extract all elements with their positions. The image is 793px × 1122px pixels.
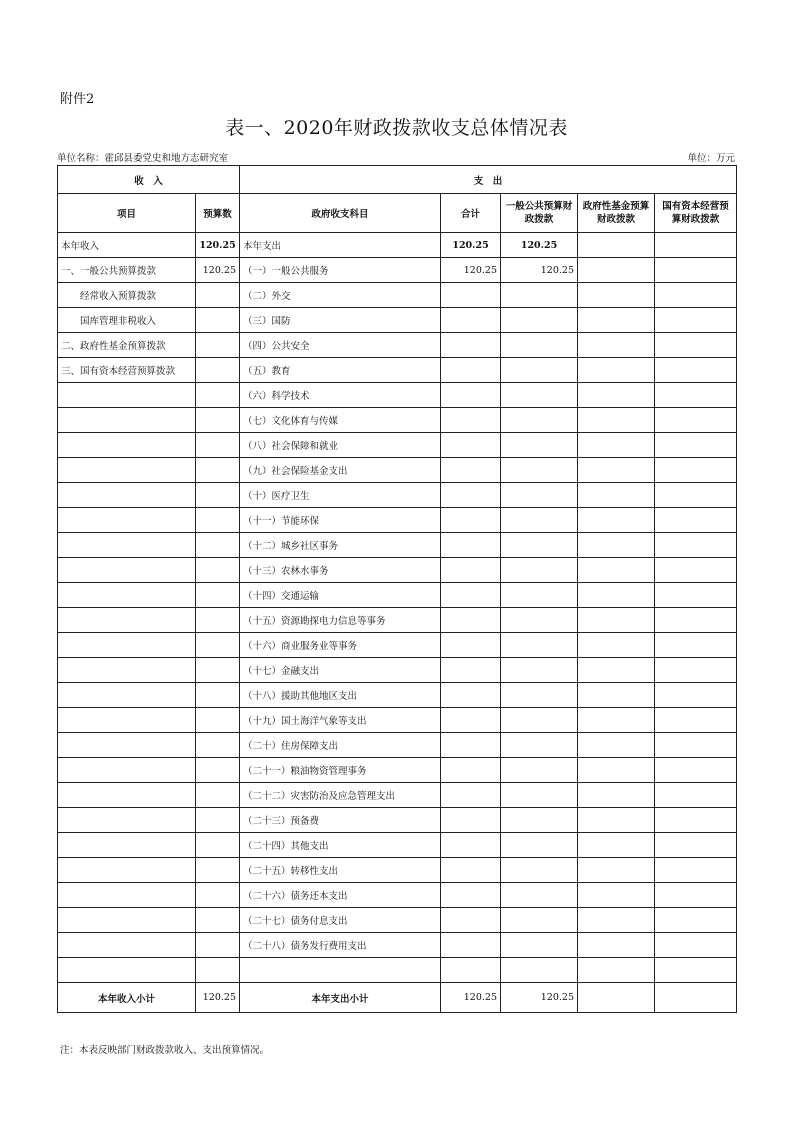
subject-cell: （二十四）其他支出 <box>240 833 441 858</box>
subject-cell: （十八）援助其他地区支出 <box>240 683 441 708</box>
state-cell <box>655 358 737 383</box>
item-cell <box>58 633 196 658</box>
col-header-budget: 预算数 <box>196 194 240 233</box>
budget-cell <box>196 808 240 833</box>
table-row <box>58 308 737 333</box>
fund-cell <box>578 833 655 858</box>
col-header-subject: 政府收支科目 <box>240 194 441 233</box>
subject-cell <box>240 958 441 983</box>
fund-cell <box>578 308 655 333</box>
expense-subtotal-fund <box>578 983 655 1013</box>
total-cell <box>441 633 501 658</box>
budget-cell <box>196 308 240 333</box>
total-cell <box>441 508 501 533</box>
subject-cell: （十六）商业服务业等事务 <box>240 633 441 658</box>
total-cell <box>441 708 501 733</box>
fund-cell <box>578 858 655 883</box>
subject-cell: （二十二）灾害防治及应急管理支出 <box>240 783 441 808</box>
col-header-item: 项目 <box>58 194 196 233</box>
header-row-columns <box>58 194 737 233</box>
state-cell <box>655 458 737 483</box>
subject-cell: （七）文化体育与传媒 <box>240 408 441 433</box>
budget-cell <box>196 858 240 883</box>
state-cell <box>655 608 737 633</box>
budget-cell <box>196 383 240 408</box>
unit-name: 单位名称：霍邱县委党史和地方志研究室 <box>57 153 229 164</box>
table-row <box>58 333 737 358</box>
fund-cell <box>578 258 655 283</box>
budget-cell <box>196 658 240 683</box>
budget-cell <box>196 408 240 433</box>
subject-cell: （二十八）债务发行费用支出 <box>240 933 441 958</box>
income-subtotal-label: 本年收入小计 <box>58 983 196 1013</box>
subject-cell: （十四）交通运输 <box>240 583 441 608</box>
budget-cell <box>196 733 240 758</box>
fund-cell <box>578 458 655 483</box>
expense-subtotal-total: 120.25 <box>441 983 501 1013</box>
budget-cell <box>196 933 240 958</box>
subject-cell: （三）国防 <box>240 308 441 333</box>
item-cell <box>58 433 196 458</box>
budget-cell <box>196 833 240 858</box>
table-row <box>58 958 737 983</box>
item-cell <box>58 458 196 483</box>
general-cell <box>501 708 578 733</box>
budget-cell <box>196 608 240 633</box>
budget-cell <box>196 358 240 383</box>
general-cell <box>501 433 578 458</box>
subject-cell: （十九）国土海洋气象等支出 <box>240 708 441 733</box>
fund-cell <box>578 608 655 633</box>
state-cell <box>655 758 737 783</box>
table-row <box>58 383 737 408</box>
item-cell <box>58 933 196 958</box>
state-cell <box>655 533 737 558</box>
fund-cell <box>578 358 655 383</box>
item-cell: 国库管理非税收入 <box>58 308 196 333</box>
state-cell <box>655 308 737 333</box>
budget-cell <box>196 958 240 983</box>
general-cell <box>501 608 578 633</box>
subject-cell: （二十六）债务还本支出 <box>240 883 441 908</box>
unit-info-row <box>57 150 735 164</box>
item-cell <box>58 608 196 633</box>
table-row <box>58 583 737 608</box>
fund-cell <box>578 558 655 583</box>
budget-cell <box>196 783 240 808</box>
income-header: 收 入 <box>58 166 240 194</box>
general-cell <box>501 658 578 683</box>
general-cell <box>501 733 578 758</box>
subject-cell: （十七）金融支出 <box>240 658 441 683</box>
budget-cell <box>196 908 240 933</box>
state-cell <box>655 633 737 658</box>
budget-cell <box>196 508 240 533</box>
total-cell <box>441 958 501 983</box>
state-cell <box>655 858 737 883</box>
general-cell <box>501 333 578 358</box>
header-row-top <box>58 166 737 194</box>
table-row <box>58 683 737 708</box>
state-cell <box>655 833 737 858</box>
fund-cell <box>578 383 655 408</box>
state-cell <box>655 808 737 833</box>
budget-cell <box>196 633 240 658</box>
state-cell <box>655 483 737 508</box>
general-cell <box>501 883 578 908</box>
budget-cell <box>196 758 240 783</box>
totals-row <box>58 983 737 1013</box>
state-cell <box>655 658 737 683</box>
table-row <box>58 758 737 783</box>
general-cell <box>501 858 578 883</box>
subject-cell: （九）社会保险基金支出 <box>240 458 441 483</box>
item-cell <box>58 408 196 433</box>
fund-cell <box>578 933 655 958</box>
general-cell <box>501 533 578 558</box>
item-cell <box>58 383 196 408</box>
col-header-state: 国有资本经营预算财政拨款 <box>655 194 737 233</box>
total-cell <box>441 308 501 333</box>
general-cell <box>501 758 578 783</box>
total-cell <box>441 608 501 633</box>
general-cell: 120.25 <box>501 233 578 258</box>
total-cell <box>441 683 501 708</box>
expense-subtotal-state <box>655 983 737 1013</box>
item-cell: 二、政府性基金预算拨款 <box>58 333 196 358</box>
general-cell <box>501 283 578 308</box>
col-header-total: 合计 <box>441 194 501 233</box>
budget-cell: 120.25 <box>196 233 240 258</box>
table-row <box>58 908 737 933</box>
subject-cell: （四）公共安全 <box>240 333 441 358</box>
subject-cell: （十二）城乡社区事务 <box>240 533 441 558</box>
table-row <box>58 433 737 458</box>
subject-cell: （二十）住房保障支出 <box>240 733 441 758</box>
state-cell <box>655 883 737 908</box>
fund-cell <box>578 283 655 308</box>
general-cell <box>501 358 578 383</box>
subject-cell: （二十五）转移性支出 <box>240 858 441 883</box>
budget-cell <box>196 683 240 708</box>
budget-cell <box>196 458 240 483</box>
subject-cell: （十一）节能环保 <box>240 508 441 533</box>
item-cell: 一、一般公共预算拨款 <box>58 258 196 283</box>
table-row <box>58 883 737 908</box>
col-header-fund: 政府性基金预算财政拨款 <box>578 194 655 233</box>
fund-cell <box>578 808 655 833</box>
table-row <box>58 258 737 283</box>
fund-cell <box>578 433 655 458</box>
fund-cell <box>578 533 655 558</box>
item-cell <box>58 658 196 683</box>
state-cell <box>655 958 737 983</box>
table-row <box>58 633 737 658</box>
item-cell <box>58 733 196 758</box>
general-cell <box>501 833 578 858</box>
item-cell <box>58 483 196 508</box>
attachment-label: 附件2 <box>60 92 95 107</box>
total-cell <box>441 358 501 383</box>
general-cell <box>501 308 578 333</box>
table-row <box>58 658 737 683</box>
state-cell <box>655 508 737 533</box>
table-row <box>58 808 737 833</box>
total-cell <box>441 833 501 858</box>
total-cell <box>441 883 501 908</box>
total-cell <box>441 558 501 583</box>
budget-cell <box>196 483 240 508</box>
total-cell <box>441 733 501 758</box>
state-cell <box>655 433 737 458</box>
table-row <box>58 733 737 758</box>
subject-cell: 本年支出 <box>240 233 441 258</box>
general-cell <box>501 483 578 508</box>
table-row <box>58 483 737 508</box>
table-row <box>58 508 737 533</box>
table-row <box>58 833 737 858</box>
general-cell <box>501 458 578 483</box>
item-cell <box>58 908 196 933</box>
total-cell <box>441 658 501 683</box>
state-cell <box>655 583 737 608</box>
fund-cell <box>578 658 655 683</box>
item-cell <box>58 583 196 608</box>
total-cell <box>441 458 501 483</box>
fund-cell <box>578 333 655 358</box>
subject-cell: （五）教育 <box>240 358 441 383</box>
fund-cell <box>578 783 655 808</box>
table-row <box>58 533 737 558</box>
table-row <box>58 283 737 308</box>
budget-cell <box>196 708 240 733</box>
item-cell: 本年收入 <box>58 233 196 258</box>
fund-cell <box>578 958 655 983</box>
item-cell: 经常收入预算拨款 <box>58 283 196 308</box>
subject-cell: （二）外交 <box>240 283 441 308</box>
table-row <box>58 458 737 483</box>
expense-header: 支 出 <box>240 166 737 194</box>
total-cell <box>441 908 501 933</box>
total-cell <box>441 433 501 458</box>
total-cell <box>441 758 501 783</box>
subject-cell: （八）社会保障和就业 <box>240 433 441 458</box>
subject-cell: （一）一般公共服务 <box>240 258 441 283</box>
expense-subtotal-label: 本年支出小计 <box>240 983 441 1013</box>
fund-cell <box>578 508 655 533</box>
total-cell <box>441 408 501 433</box>
state-cell <box>655 233 737 258</box>
table-row <box>58 933 737 958</box>
subject-cell: （十三）农林水事务 <box>240 558 441 583</box>
state-cell <box>655 283 737 308</box>
total-cell <box>441 283 501 308</box>
subject-cell: （二十七）债务付息支出 <box>240 908 441 933</box>
item-cell <box>58 808 196 833</box>
total-cell <box>441 483 501 508</box>
total-cell <box>441 783 501 808</box>
table-row <box>58 408 737 433</box>
subject-cell: （二十一）粮油物资管理事务 <box>240 758 441 783</box>
general-cell: 120.25 <box>501 258 578 283</box>
budget-cell <box>196 583 240 608</box>
item-cell <box>58 558 196 583</box>
item-cell <box>58 958 196 983</box>
state-cell <box>655 558 737 583</box>
fund-cell <box>578 708 655 733</box>
subject-cell: （十）医疗卫生 <box>240 483 441 508</box>
table-row <box>58 358 737 383</box>
table-row <box>58 233 737 258</box>
general-cell <box>501 683 578 708</box>
general-cell <box>501 408 578 433</box>
table-row <box>58 858 737 883</box>
budget-cell: 120.25 <box>196 258 240 283</box>
general-cell <box>501 783 578 808</box>
general-cell <box>501 933 578 958</box>
state-cell <box>655 383 737 408</box>
state-cell <box>655 258 737 283</box>
general-cell <box>501 558 578 583</box>
table-row <box>58 608 737 633</box>
income-subtotal-value: 120.25 <box>196 983 240 1013</box>
budget-cell <box>196 558 240 583</box>
expense-subtotal-general: 120.25 <box>501 983 578 1013</box>
item-cell: 三、国有资本经营预算拨款 <box>58 358 196 383</box>
fund-cell <box>578 408 655 433</box>
state-cell <box>655 333 737 358</box>
table-row <box>58 708 737 733</box>
general-cell <box>501 633 578 658</box>
fund-cell <box>578 733 655 758</box>
fund-cell <box>578 233 655 258</box>
footnote: 注：本表反映部门财政拨款收入、支出预算情况。 <box>60 1045 270 1056</box>
total-cell <box>441 808 501 833</box>
fund-cell <box>578 908 655 933</box>
general-cell <box>501 808 578 833</box>
state-cell <box>655 683 737 708</box>
budget-cell <box>196 333 240 358</box>
state-cell <box>655 733 737 758</box>
item-cell <box>58 758 196 783</box>
subject-cell: （二十三）预备费 <box>240 808 441 833</box>
item-cell <box>58 833 196 858</box>
table-row <box>58 558 737 583</box>
page-title: 表一、2020年财政拨款收支总体情况表 <box>225 117 568 139</box>
total-cell <box>441 583 501 608</box>
budget-cell <box>196 433 240 458</box>
fund-cell <box>578 883 655 908</box>
item-cell <box>58 533 196 558</box>
fund-cell <box>578 583 655 608</box>
fund-cell <box>578 483 655 508</box>
total-cell <box>441 333 501 358</box>
subject-cell: （六）科学技术 <box>240 383 441 408</box>
state-cell <box>655 783 737 808</box>
general-cell <box>501 583 578 608</box>
general-cell <box>501 958 578 983</box>
col-header-general: 一般公共预算财政拨款 <box>501 194 578 233</box>
budget-cell <box>196 533 240 558</box>
general-cell <box>501 383 578 408</box>
total-cell: 120.25 <box>441 233 501 258</box>
item-cell <box>58 683 196 708</box>
unit-currency: 单位：万元 <box>687 153 735 164</box>
state-cell <box>655 908 737 933</box>
table-row <box>58 783 737 808</box>
general-cell <box>501 908 578 933</box>
budget-cell <box>196 283 240 308</box>
budget-table <box>57 165 737 1013</box>
total-cell <box>441 383 501 408</box>
total-cell <box>441 858 501 883</box>
fund-cell <box>578 683 655 708</box>
total-cell <box>441 933 501 958</box>
item-cell <box>58 783 196 808</box>
state-cell <box>655 933 737 958</box>
item-cell <box>58 708 196 733</box>
total-cell: 120.25 <box>441 258 501 283</box>
general-cell <box>501 508 578 533</box>
item-cell <box>58 883 196 908</box>
fund-cell <box>578 633 655 658</box>
item-cell <box>58 858 196 883</box>
state-cell <box>655 708 737 733</box>
subject-cell: （十五）资源勘探电力信息等事务 <box>240 608 441 633</box>
budget-cell <box>196 883 240 908</box>
item-cell <box>58 508 196 533</box>
state-cell <box>655 408 737 433</box>
total-cell <box>441 533 501 558</box>
fund-cell <box>578 758 655 783</box>
